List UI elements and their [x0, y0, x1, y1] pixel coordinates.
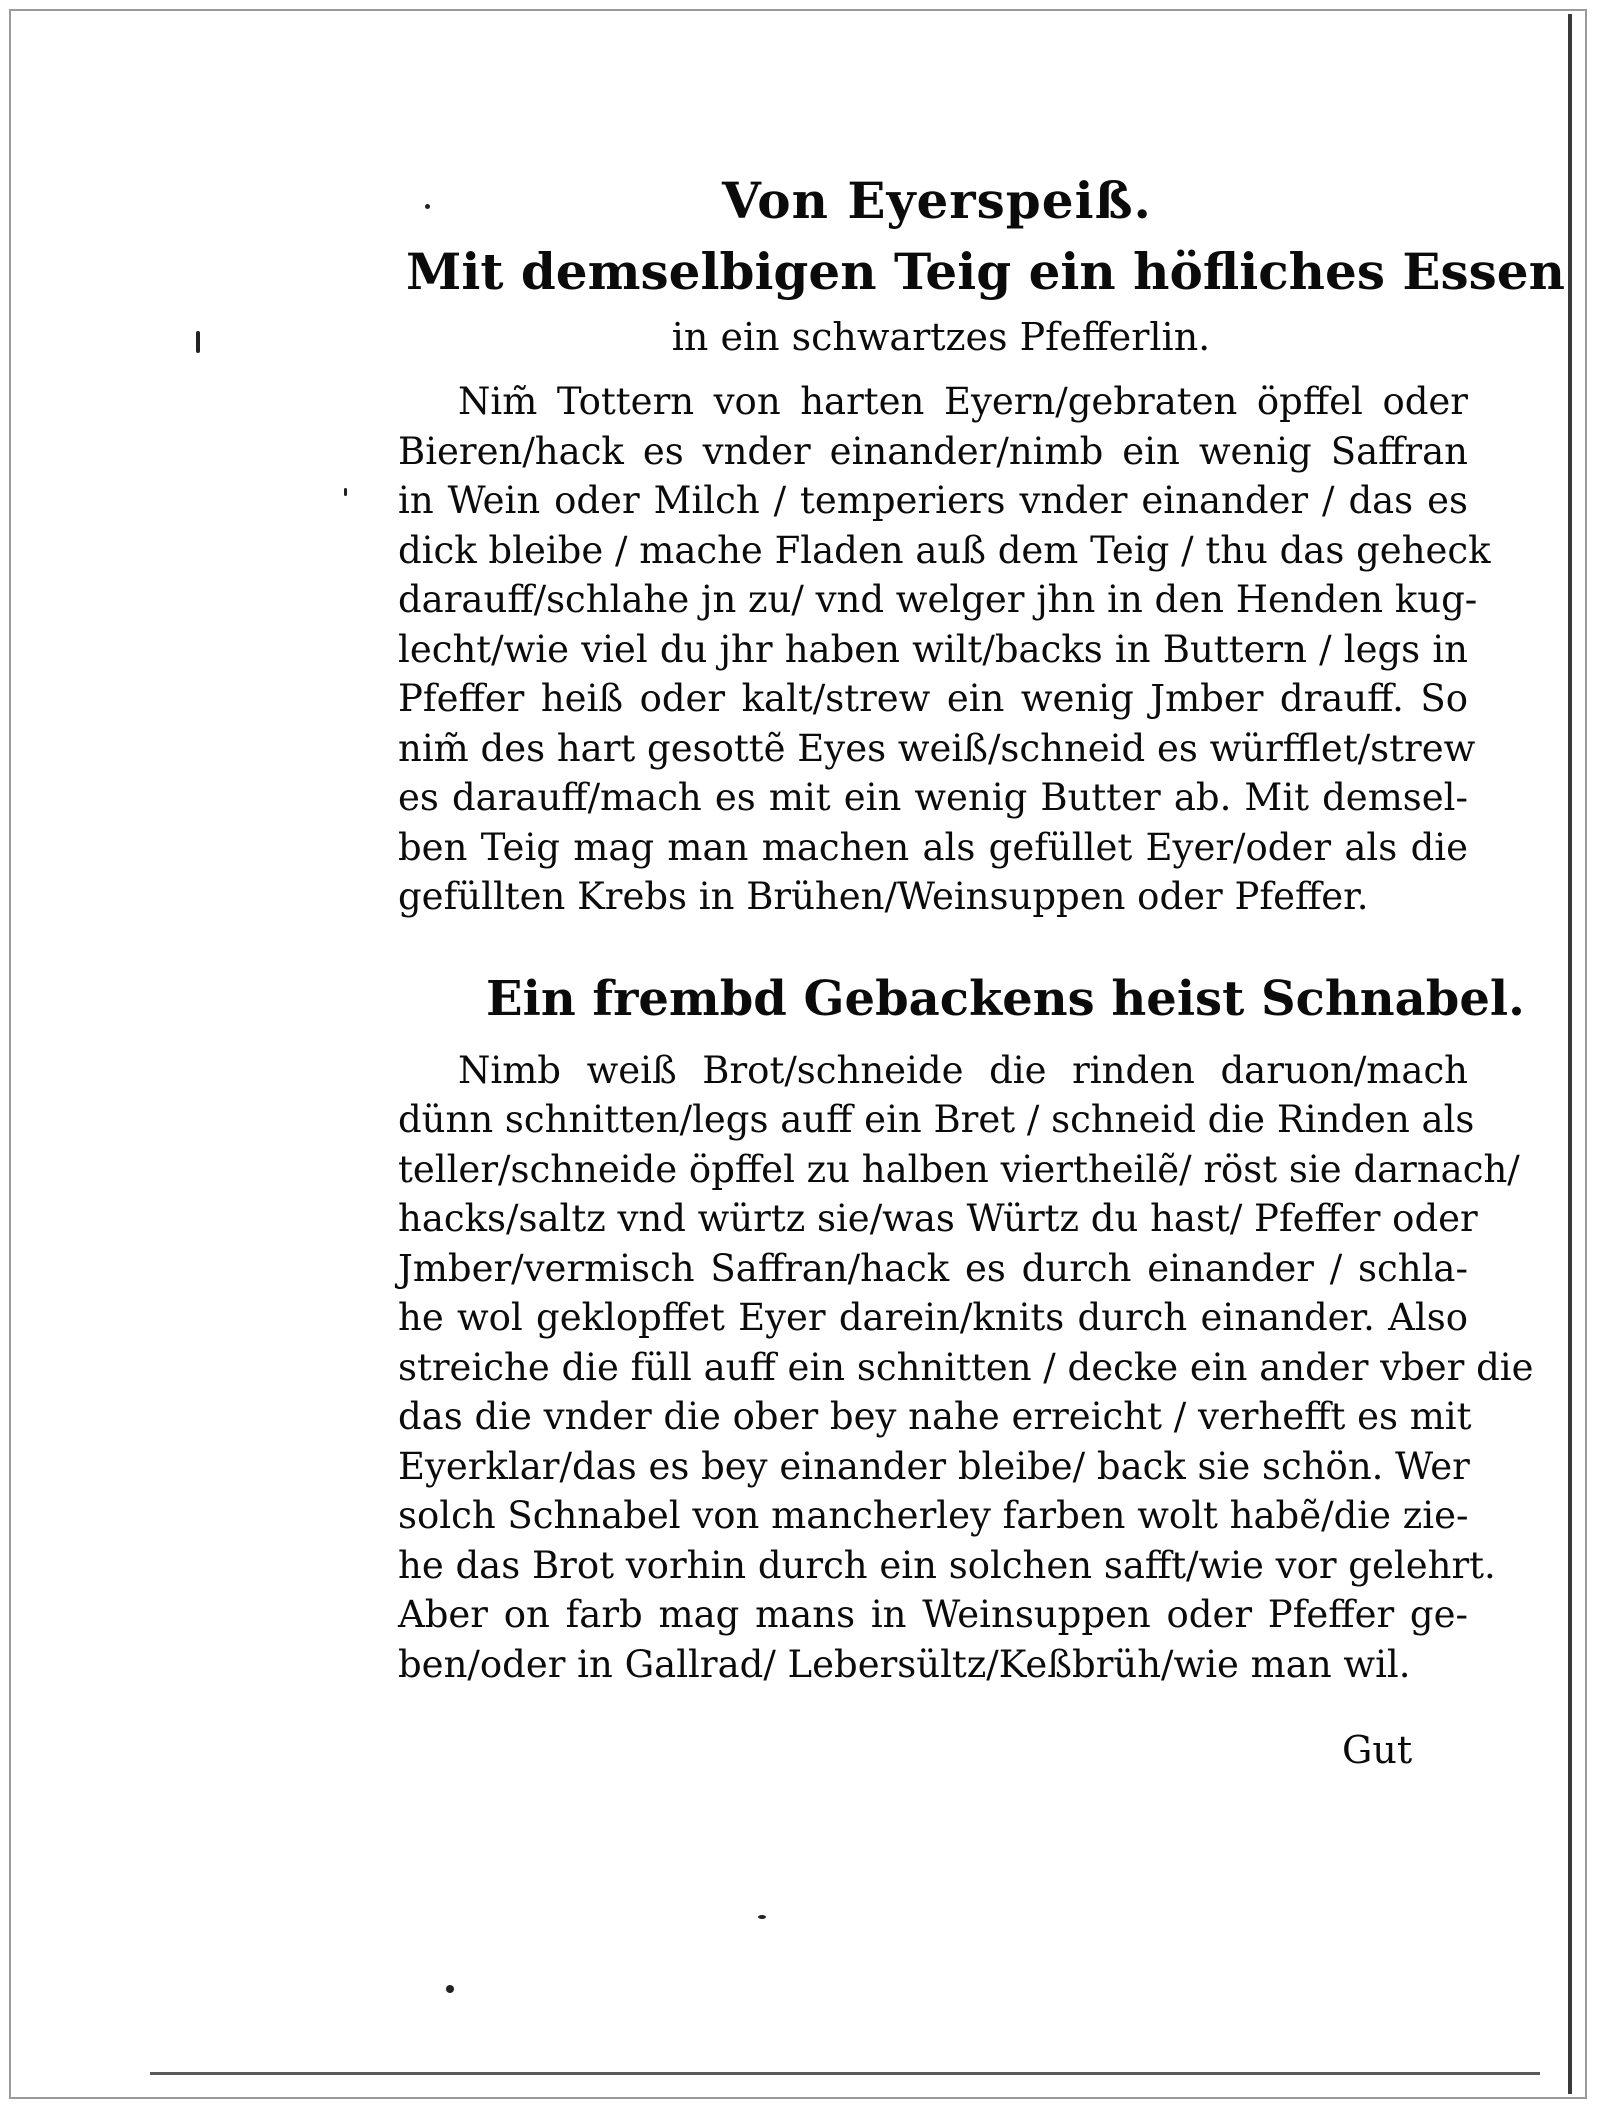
text-line: ben/oder in Gallrad/ Lebersültz/Keßbrüh/wie man wil.: [398, 1642, 1411, 1686]
text-line: he wol geklopffet Eyer darein/knits durch einander. Also: [398, 1296, 1468, 1339]
ink-speck: [446, 1985, 454, 1993]
text-line: dünn schnitten/legs auff ein Bret / schneid die Rinden als: [398, 1098, 1475, 1141]
text-line: gefüllten Krebs in Brühen/Weinsuppen oder Pfeffer.: [398, 875, 1369, 918]
text-line: Aber on farb mag mans in Weinsuppen oder Pfeffer ge-: [398, 1593, 1468, 1636]
ink-speck: [196, 331, 200, 353]
text-line: teller/schneide öpffel zu halben viertheilẽ/ röst sie darnach/: [398, 1147, 1520, 1191]
recipe-subheading: in ein schwartzes Pfefferlin.: [671, 315, 1211, 359]
running-head: Von Eyerspeiß.: [722, 171, 1152, 230]
page-text: [398, 165, 1565, 1689]
text-line: es darauff/mach es mit ein wenig Butter ab. Mit demsel-: [398, 776, 1468, 819]
recipe-section: [398, 964, 1534, 1690]
text-line: solch Schnabel von mancherley farben wolt habẽ/die zie-: [398, 1494, 1469, 1537]
ink-speck: [344, 488, 347, 496]
text-line: das die vnder die ober bey nahe erreicht / verhefft es mit: [398, 1395, 1472, 1438]
text-line: nim̃ des hart gesottẽ Eyes weiß/schneid es würfflet/strew: [398, 726, 1476, 770]
text-line: Pfeffer heiß oder kalt/strew ein wenig Jmber drauff. So: [398, 677, 1468, 720]
text-line: streiche die füll auff ein schnitten / decke ein ander vber die: [398, 1345, 1534, 1389]
recipe-heading: Mit demselbigen Teig ein höfliches Essen: [406, 242, 1565, 301]
recipe-heading: Ein frembd Gebackens heist Schnabel.: [486, 970, 1525, 1027]
scan-bottom-line: [150, 2072, 1540, 2075]
text-line: Nim̃ Tottern von harten Eyern/gebraten öpffel oder: [458, 380, 1468, 423]
text-line: Jmber/vermisch Saffran/hack es durch einander / schla-: [398, 1246, 1468, 1290]
recipe-section: [398, 237, 1565, 922]
catchword: Gut: [1342, 1728, 1413, 1772]
text-line: darauff/schlahe jn zu/ vnd welger jhn in den Henden kug-: [398, 578, 1478, 621]
page-edge-shadow: [1568, 14, 1572, 2094]
text-line: in Wein oder Milch / temperiers vnder einander / das es: [398, 479, 1468, 522]
text-line: dick bleibe / mache Fladen auß dem Teig / thu das geheck: [398, 528, 1491, 572]
text-line: Bieren/hack es vnder einander/nimb ein wenig Saffran: [398, 429, 1468, 473]
text-line: lecht/wie viel du jhr haben wilt/backs in Buttern / legs in: [398, 627, 1468, 671]
text-line: Eyerklar/das es bey einander bleibe/ back sie schön. Wer: [398, 1444, 1470, 1488]
text-line: Nimb weiß Brot/schneide die rinden daruon/mach: [458, 1048, 1468, 1092]
text-line: he das Brot vorhin durch ein solchen safft/wie vor gelehrt.: [398, 1543, 1496, 1587]
text-line: ben Teig mag man machen als gefüllet Eyer/oder als die: [398, 825, 1468, 869]
ink-speck: [758, 1915, 766, 1919]
text-line: hacks/saltz vnd würtz sie/was Würtz du hast/ Pfeffer oder: [398, 1197, 1478, 1240]
